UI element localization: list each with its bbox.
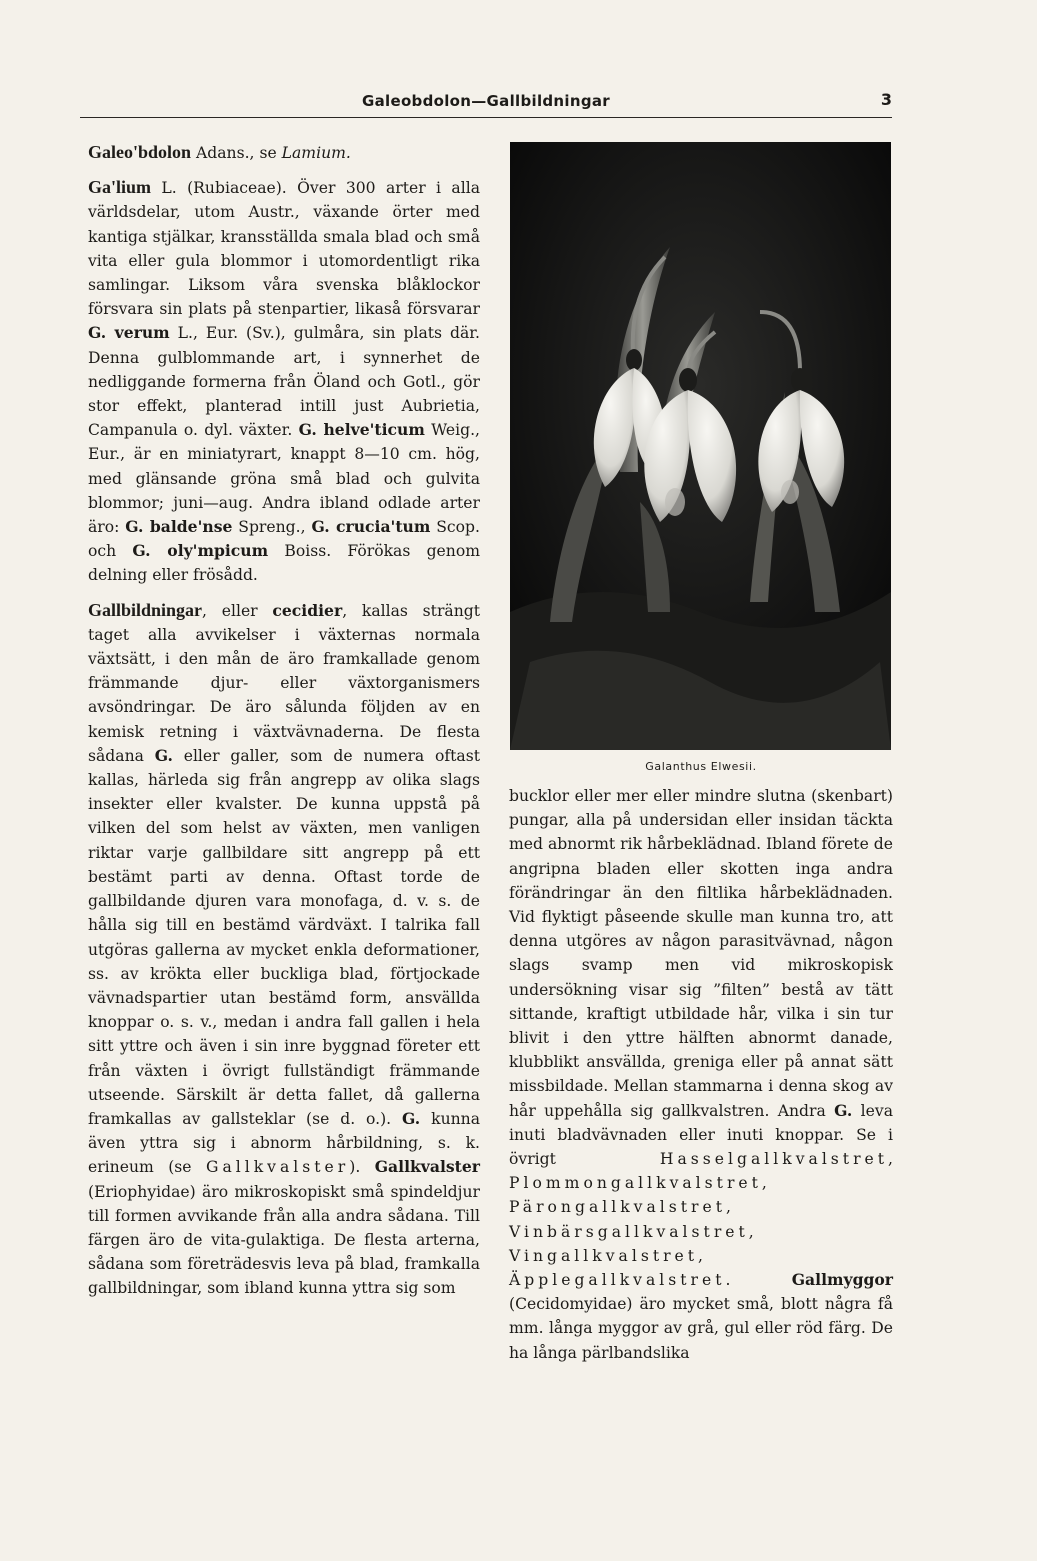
cross-reference: Gallkvalster [206,1158,350,1177]
right-column [509,784,893,1365]
cross-reference: Äpplegallkvalstret [509,1271,726,1290]
entry-term: Galeo'bdolon [88,142,192,162]
snowdrop-photograph [510,142,891,750]
running-title: Galeobdolon—Gallbildningar [362,92,610,110]
running-header [80,88,892,118]
cross-reference: Hasselgallkvalstret [659,1150,889,1169]
entry-galeobdolon: Galeo'bdolon Adans., se Lamium. [88,142,351,162]
entry-gallbildningar: Gallbildningar, eller cecidier, kallas strängt taget alla avvikelser i växternas normala växtsätt, i den mån de äro framkallade genom främmande djur- eller växtorganismers avsöndringar. De äro sålunda följden av en kemisk retning i växtvävnaderna. De flesta sådana G. eller galler, som de numera oftast kallas, härleda sig från angrepp av olika slags insekter eller kvalster. De kunna uppstå på vilken del som helst av växten, men vanligen riktar varje gallbildare sitt angrepp på ett bestämt parti av denna. Oftast torde de gallbildande djuren vara monofaga, d. v. s. de hålla sig till en bestämd värdväxt. I talrika fall utgöras gallerna av mycket enkla deformationer, ss. av krökta eller buckliga blad, förtjockade vävnadspartier utan bestämd form, ansvällda knoppar o. s. v., medan i andra fall gallen i hela sitt yttre och även i sin inre byggnad företer ett från växten i övrigt fullständigt främmande utseende. Särskilt är detta fallet, då gallerna framkallas av gallsteklar (se d. o.). G. kunna även yttra sig i abnorm hårbildning, s. k. erineum (se Gallkvalster). Gallkvalster (Eriophyidae) äro mikroskopiskt små spindeldjur till formen avvikande från alla andra sådana. Till färgen äro de vita-gulaktiga. De flesta arterna, sådana som företrädesvis leva på blad, framkalla gallbildningar, som ibland kunna yttra sig som [88,599,481,1298]
cross-reference: Vinbärsgallkvalstret [509,1222,749,1241]
cross-reference: Vingallkvalstret [509,1246,699,1265]
entry-term: Gallbildningar [88,599,203,620]
entry-continuation: bucklor eller mer eller mindre slutna (skenbart) pungar, alla på undersidan eller insidan täckta med abnormt rik hårbeklädnad. Ibland förete de angripna bladen eller skotten inga andra förändringar än den filtlika hårbeklädnaden. Vid flyktigt påseende skulle man kunna tro, att denna utgöres av någon parasitvävnad, någon slags svamp men vid mikroskopisk undersökning visar sig ”filten” bestå av tätt sittande, kraftigt utbildade hår, vilka i sin tur blivit i den yttre hälften abnormt danade, klubblikt ansvällda, greniga eller på annat sätt missbildade. Mellan stammarna i denna skog av hår uppehålla sig gallkvalstren. Andra G. leva inuti bladvävnaden eller inuti knoppar. Se i övrigt Hasselgallkvalstret, Plommongallkvalstret, Pärongallkvalstret, Vinbärsgallkvalstret, Vingallkvalstret, Äpplegallkvalstret. Gallmyggor (Cecidomyidae) äro mycket små, blott några få mm. långa myggor av grå, gul eller röd färg. De ha långa pärlbandslika [509,787,893,1362]
page-number: 3 [880,90,892,109]
header-rule [80,117,892,118]
cross-reference: Plommongallkvalstret [509,1174,762,1193]
cross-reference: Pärongallkvalstret [509,1198,726,1217]
figure-caption: Galanthus Elwesii. [645,760,757,773]
left-column [88,140,480,1301]
snowdrop-illustration [510,142,891,750]
entry-term: Ga'lium [88,177,152,198]
entry-galium: Ga'lium L. (Rubiaceae). Över 300 arter i alla världsdelar, utom Austr., växande örter med kantiga stjälkar, kransställda smala blad och små vita eller gula blommor i utomordentligt rika samlingar. Liksom våra svenska blåklockor försvara sin plats på stenpartier, likaså försvarar G. verum L., Eur. (Sv.), gulmåra, sin plats där. Denna gulblommande art, i synnerhet de nedliggande formerna från Öland och Gotl., gör stor effekt, planterad intill just Aubrietia, Campanula o. dyl. växter. G. helve'ticum Weig., Eur., är en miniatyrart, knappt 8—10 cm. hög, med glänsande gröna små blad och gulvita blommor; juni—aug. Andra ibland odlade arter äro: G. balde'nse Spreng., G. crucia'tum Scop. och G. oly'mpicum Boiss. Förökas genom delning eller frösådd. [88,177,480,585]
